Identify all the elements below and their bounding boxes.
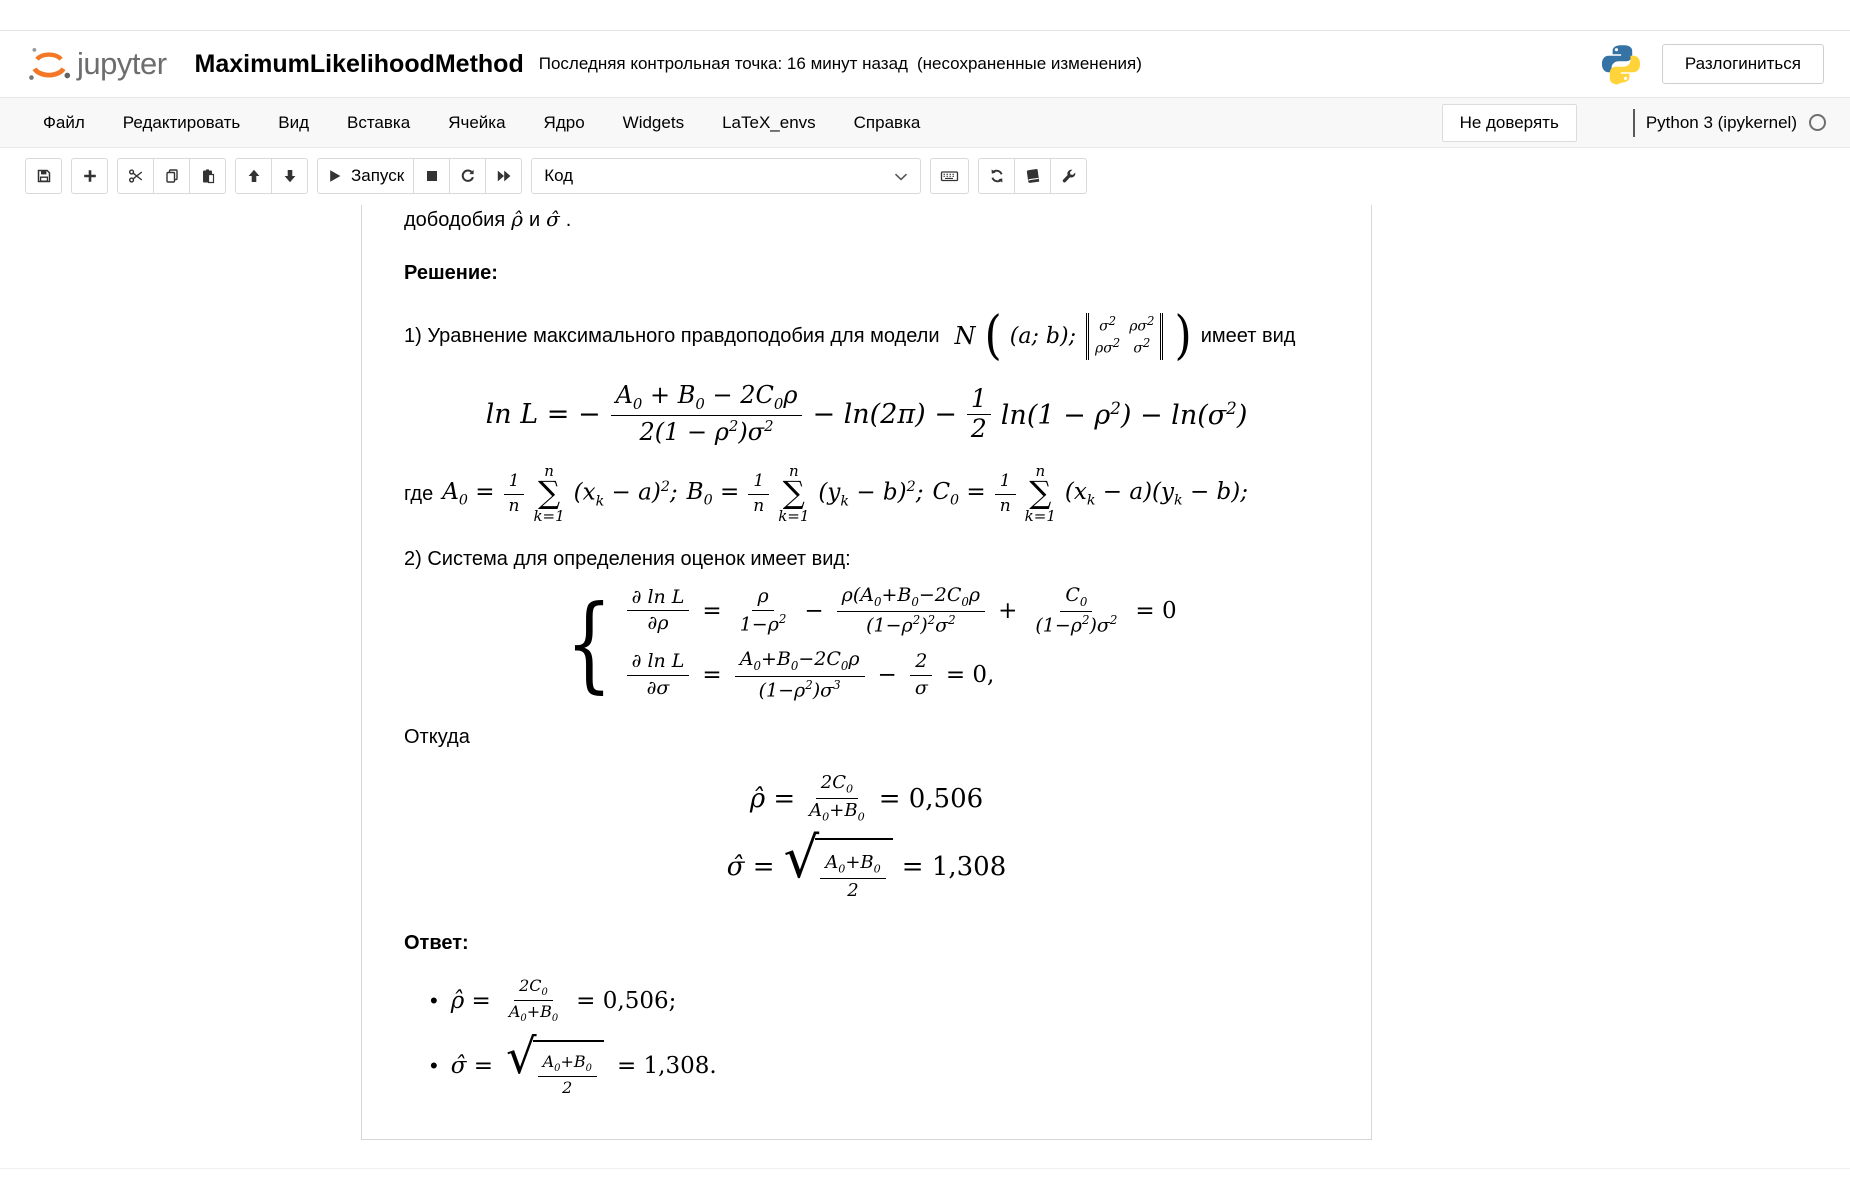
system-row-1: $\frac{\text{∂ ln L}}{\partial\rho}$ = $\frac{\rho}{1-\rho^2}$ − $\frac{\rho(A_0+B_0-2C_0\rho}{(1-\rho^2)^2\sigma^2}$ + $\frac{C_0}{(1-\rho^2)\sigma^2}$ = 0 [627,585,1177,638]
menu-latex-envs[interactable]: LaTeX_envs [722,112,816,132]
play-icon [327,168,343,184]
big-close-paren: ) [1174,306,1193,366]
rho-hat-symbol: ρ̂ [511,207,523,231]
square-root: √ $\frac{A_0+B_0}{2}$ [784,833,893,902]
checkpoint-status: Последняя контрольная точка: 16 минут назад [538,54,908,73]
scissors-icon [128,168,144,184]
arrow-up-icon [246,168,262,184]
bullet-marker: • [430,1053,438,1079]
menu-edit[interactable]: Редактировать [122,112,241,132]
sum-symbol: n ∑ k=1 [533,462,565,525]
jupyter-logo-text: jupyter [77,46,167,81]
kernel-status-icon [1809,114,1826,131]
model-line-text: 1) Уравнение максимального правдоподобия для модели [404,324,940,347]
menu-widgets[interactable]: Widgets [622,112,685,132]
fast-forward-icon [496,168,512,184]
jupyter-planet-icon [26,41,72,87]
stop-icon [424,168,440,184]
markdown-cell[interactable] [361,205,1372,1140]
intro-conjunction: и [528,209,541,231]
normal-distribution-symbol: N [954,322,976,351]
intro-line [404,207,1329,232]
cut-cell-button[interactable] [117,158,154,194]
bullet-marker: • [430,987,438,1013]
kernel-separator [1633,109,1635,137]
sum-symbol: n ∑ k=1 [1024,462,1056,525]
copy-icon [164,168,180,184]
restart-run-all-button[interactable] [485,158,522,194]
menu-kernel[interactable]: Ядро [543,112,585,132]
menu-insert[interactable]: Вставка [347,112,411,132]
chevron-down-icon [894,166,908,186]
equation-system [404,582,1329,705]
sum-symbol: n ∑ k=1 [778,462,810,525]
log-likelihood-equation: ln L = − $\frac{A_0 + B_0 - 2C_0\rho}{2(1 - \rho^2)\sigma^2}$ − ln(2π) − $\frac{1}{2}$ $\ln(1 - \rho^2) - \ln(\sigma^2)$ [485,380,1248,446]
trust-notebook-button[interactable]: Не доверять [1442,104,1577,142]
menu-view[interactable]: Вид [278,112,309,132]
system-row-2: $\frac{\text{∂ ln L}}{\partial\sigma}$ = $\frac{A_0+B_0-2C_0\rho}{(1-\rho^2)\sigma^3}$ − $\frac{2}{\sigma}$ = 0, [627,649,1177,702]
save-button[interactable] [25,158,62,194]
header [0,31,1850,97]
where-definitions-line: где $A_0$ = $\frac{1}{n}$ n ∑ k=1 $(x_k - a)^2$; $B_0$ = $\frac{1}{n}$ n ∑ k=1 $(y_k - b)^2$; $C_0$ = $\frac{1}{n}$ n ∑ k=1 $(x_k - a)(y_k - b)$; [404,462,1248,525]
refresh-icon [989,168,1005,184]
floppy-icon [36,168,52,184]
menu-help[interactable]: Справка [853,112,921,132]
model-line-suffix: имеет вид [1200,324,1296,347]
system-brace: { [566,582,613,705]
run-button[interactable] [317,158,414,194]
big-open-paren: ( [984,306,1002,366]
wrench-icon [1061,168,1077,184]
book-icon [1025,168,1041,184]
keyboard-icon [940,168,959,184]
hence-line: Откуда [404,725,470,748]
latex-refresh-button[interactable] [978,158,1015,194]
notebook-title[interactable]: MaximumLikelihoodMethod [194,49,524,78]
python-logo-icon [1600,43,1642,85]
paste-cell-button[interactable] [189,158,226,194]
rho-estimate-equation: ρ̂ = $\frac{2C_0}{A_0+B_0}$ = 0,506 [749,771,984,824]
move-cell-down-button[interactable] [271,158,308,194]
command-palette-button[interactable] [930,158,969,194]
model-line [404,306,1329,366]
model-args: (a; b); [1009,323,1076,349]
plus-icon [82,168,98,184]
unsaved-changes-status: (несохраненные изменения) [916,54,1142,73]
intro-period: . [565,209,572,231]
restart-icon [460,168,476,184]
system-intro-line: 2) Система для определения оценок имеет вид: [404,547,851,570]
toolbar [25,158,1087,194]
latex-settings-button[interactable] [1050,158,1087,194]
interrupt-kernel-button[interactable] [413,158,450,194]
page-bottom-divider [0,1168,1850,1169]
sigma-estimate-equation: σ̂ = √ $\frac{A_0+B_0}{2}$ = 1,308 [726,825,1007,902]
menu-file[interactable]: Файл [43,112,85,132]
one-half-fraction: $\frac{1}{2}$ [967,385,991,444]
answer-heading: Ответ: [404,931,469,954]
answer-item-sigma: • σ̂ = √ $\frac{A_0+B_0}{2}$ = 1,308. [430,1028,717,1098]
square-root: √ $\frac{A_0+B_0}{2}$ [506,1035,604,1098]
run-label: Запуск [351,166,405,185]
jupyter-logo[interactable] [26,41,167,87]
intro-text: дободобия [404,209,506,231]
latex-book-button[interactable] [1014,158,1051,194]
move-cell-up-button[interactable] [235,158,272,194]
restart-kernel-button[interactable] [449,158,486,194]
solution-heading: Решение: [404,262,498,284]
add-cell-button[interactable] [71,158,108,194]
arrow-down-icon [282,168,298,184]
cell-type-value: Код [544,166,574,185]
notebook-area [0,205,1850,1140]
answer-list [430,977,1329,1098]
logout-button[interactable]: Разлогиниться [1662,44,1824,84]
menu-cell[interactable]: Ячейка [448,112,506,132]
kernel-name: Python 3 (ipykernel) [1645,112,1797,132]
menubar [0,97,1850,148]
copy-cell-button[interactable] [153,158,190,194]
covariance-matrix: $\sigma^2$ $\rho\sigma^2$ $\rho\sigma^2$ $\sigma^2$ [1086,313,1163,359]
answer-item-rho: • ρ̂ = $\frac{2C_0}{A_0+B_0}$ = 0,506; [430,975,677,1025]
paste-icon [200,168,216,184]
sigma-hat-symbol: σ̂ [546,207,560,231]
loglik-fraction: $\frac{A_0 + B_0 - 2C_0\rho}{2(1 - \rho^2)\sigma^2}$ [611,382,803,446]
cell-type-dropdown[interactable] [531,158,921,194]
